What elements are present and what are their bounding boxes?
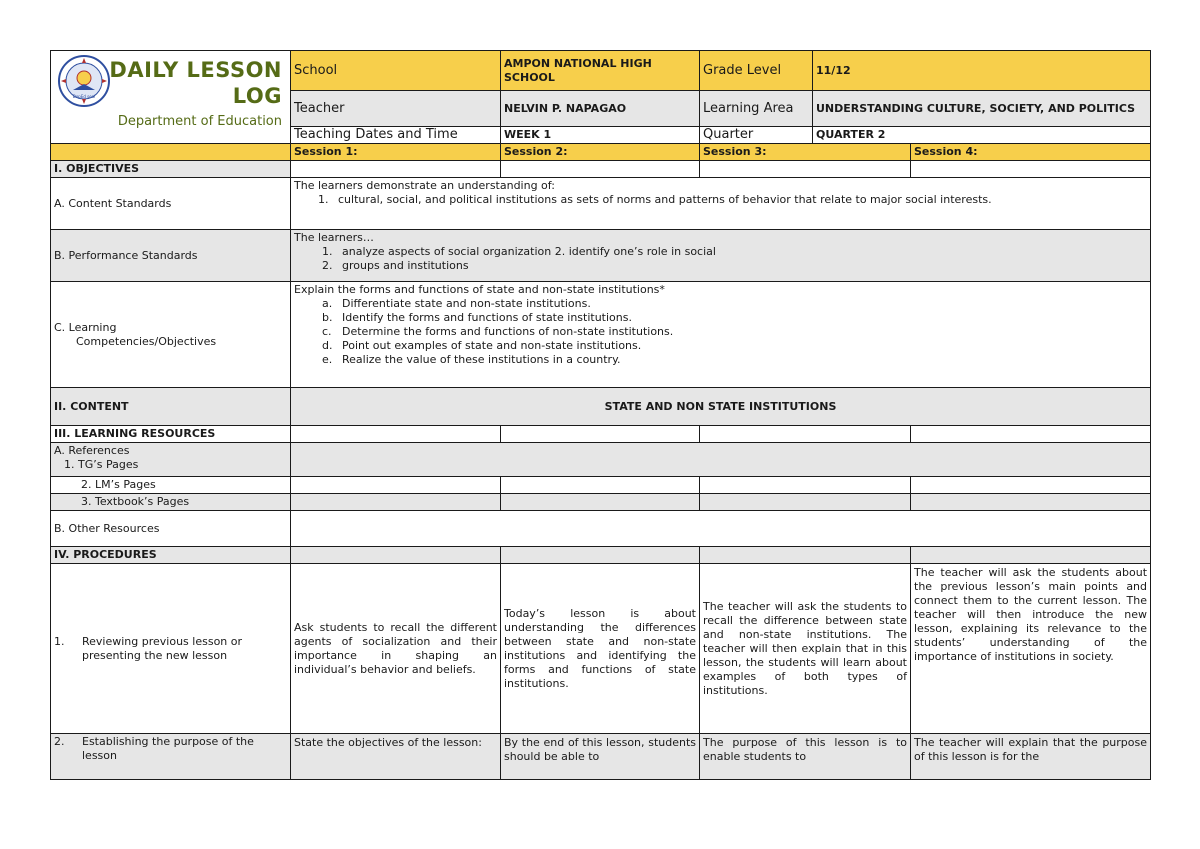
teaching-dates-value: WEEK 1 [501,127,700,144]
school-label: School [291,51,501,91]
session-4-header: Session 4: [911,144,1151,161]
deped-seal-icon [57,54,111,108]
objectives-heading: I. OBJECTIVES [51,161,291,178]
learning-competencies-text: Explain the forms and functions of state and non-state institutions* a. Differentiate state and non-state institutions. b. Identify the forms and functions of state institutions. c. Determine the forms and functions of non-state institutions. d. Point out examples of state and non-state institutions. e. Realize the value of these institutions in a country. [291,282,1151,388]
quarter-label: Quarter [700,127,813,144]
procedures-heading: IV. PROCEDURES [51,547,291,564]
establishing-purpose-label: 2. Establishing the purpose of the lesson [51,734,291,780]
teacher-label: Teacher [291,91,501,127]
performance-standards-text: The learners… 1. analyze aspects of social organization 2. identify one’s role in social 2. groups and institutions [291,230,1151,282]
session-1-header: Session 1: [291,144,501,161]
content-heading: II. CONTENT [51,388,291,426]
lesson-log-table [50,50,1151,780]
teaching-dates-label: Teaching Dates and Time [291,127,501,144]
learning-area-label: Learning Area [700,91,813,127]
session-1-reviewing: Ask students to recall the different agents of socialization and their importance in shaping an individual’s behavior and beliefs. [291,564,501,734]
school-value: AMPON NATIONAL HIGH SCHOOL [501,51,700,91]
session-3-purpose: The purpose of this lesson is to enable students to [700,734,911,780]
learning-area-value: UNDERSTANDING CULTURE, SOCIETY, AND POLITICS [813,91,1151,127]
teacher-value: NELVIN P. NAPAGAO [501,91,700,127]
quarter-value: QUARTER 2 [813,127,1151,144]
content-standards-label: A. Content Standards [51,178,291,230]
header-logo-block [51,51,291,144]
session-2-purpose: By the end of this lesson, students should be able to [501,734,700,780]
other-resources-value [291,511,1151,547]
svg-text:DepEd seal: DepEd seal [72,94,96,99]
session-header-blank [51,144,291,161]
grade-level-value: 11/12 [813,51,1151,91]
session-3-header: Session 3: [700,144,911,161]
references-value [291,443,1151,477]
reviewing-previous-lesson-label: 1. Reviewing previous lesson or presenting the new lesson [51,564,291,734]
learning-resources-heading: III. LEARNING RESOURCES [51,426,291,443]
learning-competencies-label: C. Learning Competencies/Objectives [51,282,291,388]
lm-pages-label: 2. LM’s Pages [51,477,291,494]
references-label: A. References 1. TG’s Pages [51,443,291,477]
department-name: Department of Education [117,114,282,129]
session-1-purpose: State the objectives of the lesson: [291,734,501,780]
content-value: STATE AND NON STATE INSTITUTIONS [291,388,1151,426]
grade-level-label: Grade Level [700,51,813,91]
daily-lesson-log-page [50,50,1150,780]
performance-standards-label: B. Performance Standards [51,230,291,282]
session-4-purpose: The teacher will explain that the purpose of this lesson is for the [911,734,1151,780]
other-resources-label: B. Other Resources [51,511,291,547]
session-4-reviewing: The teacher will ask the students about the previous lesson’s main points and connect them to the current lesson. The teacher will then introduce the new lesson, explaining its relevance to the students’ understanding of the importance of institutions in society. [911,564,1151,734]
session-2-header: Session 2: [501,144,700,161]
session-2-reviewing: Today’s lesson is about understanding the differences between state and non-state institutions and identifying the forms and functions of state institutions. [501,564,700,734]
document-title: DAILY LESSON LOG [109,58,282,108]
textbook-pages-label: 3. Textbook’s Pages [51,494,291,511]
session-3-reviewing: The teacher will ask the students to recall the difference between state and non-state institutions. The teacher will then explain that in this lesson, the students will learn about examples of both types of institutions. [700,564,911,734]
content-standards-text: The learners demonstrate an understanding of: 1. cultural, social, and political institutions as sets of norms and patterns of behavior that relate to major social interests. [291,178,1151,230]
